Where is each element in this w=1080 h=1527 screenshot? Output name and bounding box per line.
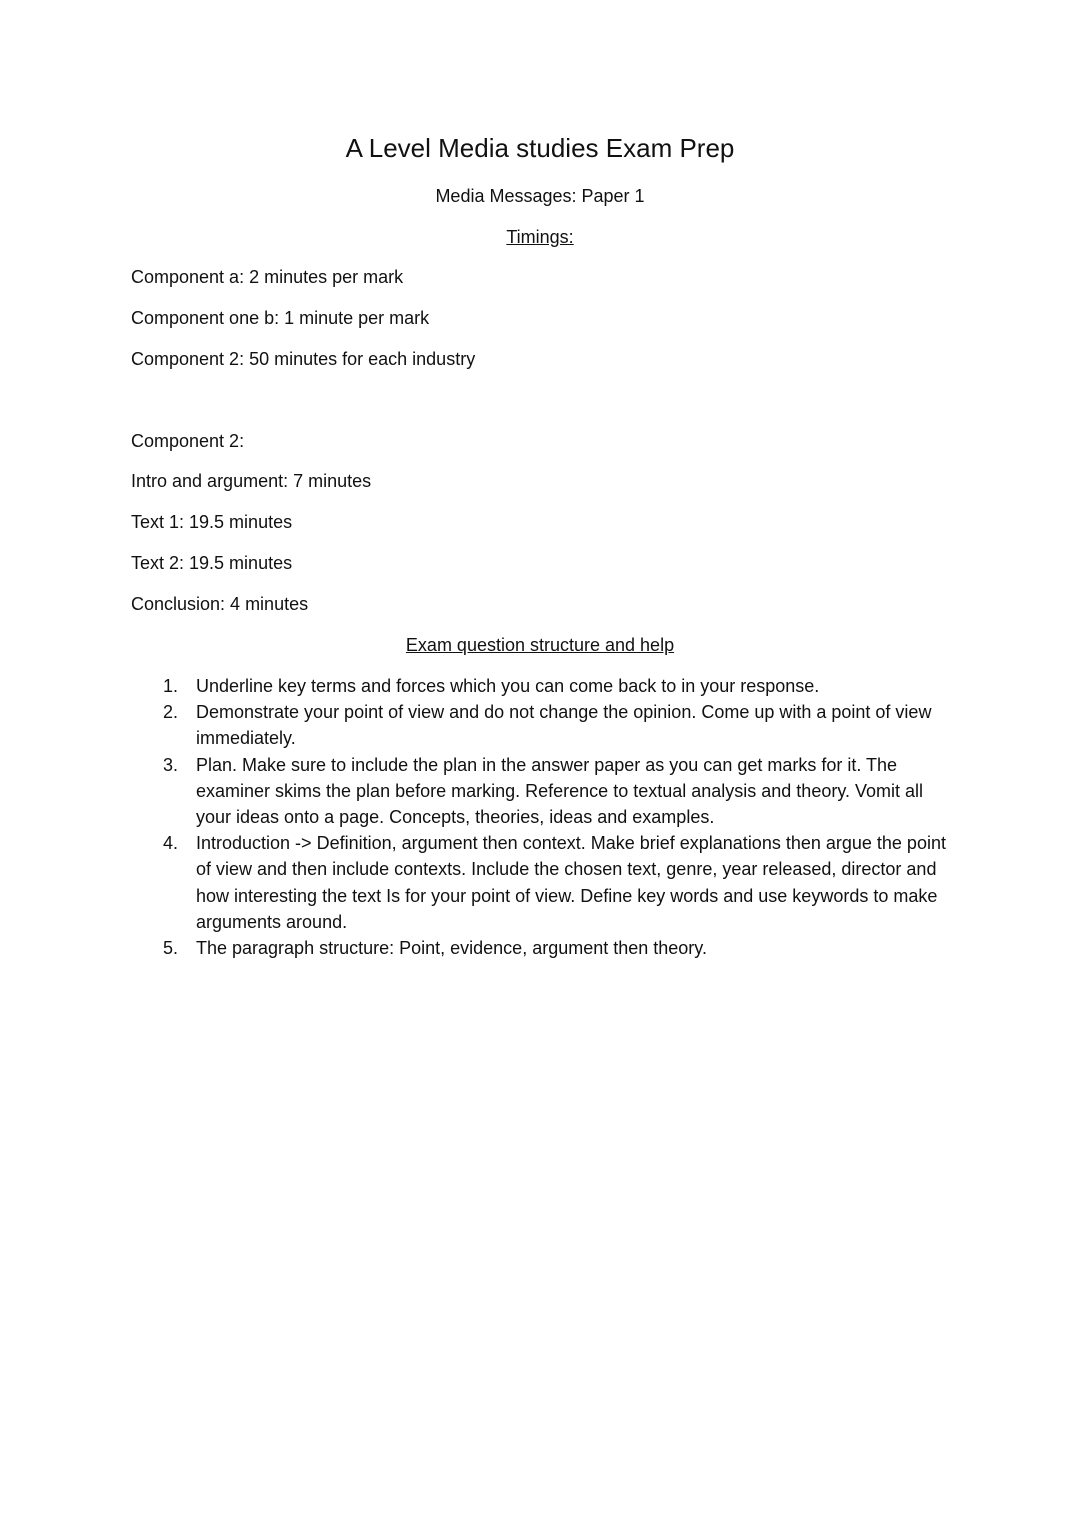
- list-item-text: Demonstrate your point of view and do not change the opinion. Come up with a point of view immediately.: [196, 702, 932, 749]
- list-item: [0, 673, 956, 699]
- list-item-number: 5.: [163, 938, 179, 959]
- list-item-number: 3.: [163, 754, 179, 775]
- list-item-text: Introduction -> Definition, argument then context. Make brief explanations then argue the point of view and then include contexts. Include the chosen text, genre, year released, director and how interesting the text Is for your point of view. Define key words and use keywords to make arguments around.: [196, 833, 946, 932]
- list-item: [0, 935, 956, 961]
- list-item: [0, 752, 956, 831]
- timing-line: Component one b: 1 minute per mark: [131, 308, 430, 328]
- timings-heading: [0, 224, 1080, 250]
- list-item-number: 1.: [163, 676, 179, 696]
- component2-line: Text 2: 19.5 minutes: [131, 553, 293, 573]
- list-item-number: 2.: [163, 702, 179, 723]
- component2-line: Conclusion: 4 minutes: [131, 594, 309, 614]
- list-item: [0, 830, 956, 935]
- help-heading-text: Exam question structure and help: [405, 635, 675, 655]
- document-subtitle: Media Messages: Paper 1: [435, 186, 645, 206]
- help-list: [0, 673, 960, 961]
- component2-line: Intro and argument: 7 minutes: [131, 471, 372, 491]
- list-item-text: Underline key terms and forces which you can come back to in your response.: [196, 676, 820, 696]
- help-heading: [0, 632, 1080, 658]
- timings-heading-text: Timings:: [506, 227, 574, 247]
- timing-line: Component a: 2 minutes per mark: [131, 267, 404, 287]
- list-item: [0, 699, 956, 751]
- document-title: A Level Media studies Exam Prep: [345, 133, 735, 163]
- list-item-text: The paragraph structure: Point, evidence, argument then theory.: [196, 938, 707, 959]
- component2-line: Text 1: 19.5 minutes: [131, 512, 293, 532]
- list-item-text: Plan. Make sure to include the plan in the answer paper as you can get marks for it. The examiner skims the plan before marking. Reference to textual analysis and theory. Vomit all your ideas onto a page. Concepts, theories, ideas and examples.: [196, 754, 924, 828]
- list-item-number: 4.: [163, 833, 179, 854]
- component2-heading: Component 2:: [131, 431, 245, 451]
- timing-line: Component 2: 50 minutes for each industry: [131, 349, 476, 369]
